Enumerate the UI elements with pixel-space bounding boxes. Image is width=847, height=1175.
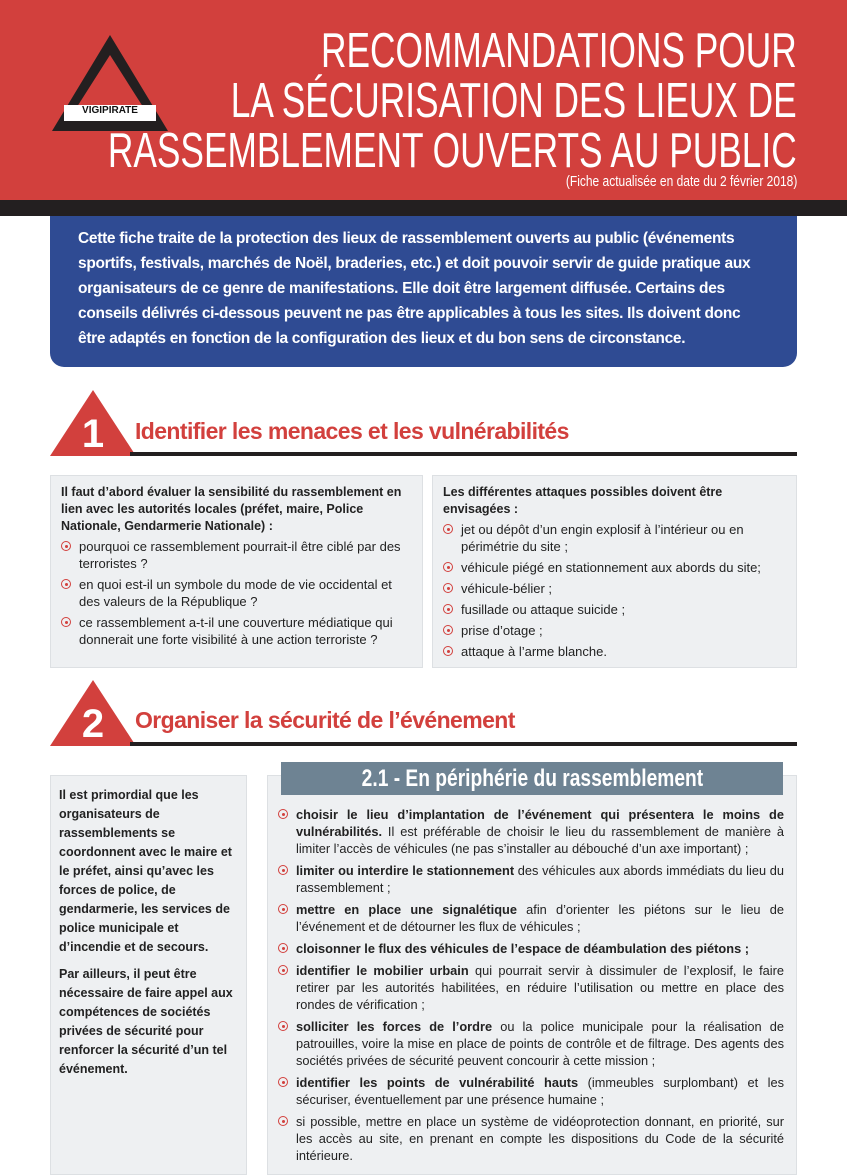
page-title: RECOMMANDATIONS POUR LA SÉCURISATION DES LIEUX DE RASSEMBLEMENT OUVERTS AU PUBLIC bbox=[108, 24, 797, 178]
bullet-icon bbox=[278, 1077, 288, 1087]
bullet-icon bbox=[443, 583, 453, 593]
section-title: Organiser la sécurité de l’événement bbox=[135, 707, 515, 733]
section-number: 2 bbox=[81, 702, 105, 746]
list-item: cloisonner le flux des véhicules de l’espace de déambulation des piétons ; bbox=[278, 940, 784, 957]
subsection-title: 2.1 - En périphérie du rassemblement bbox=[281, 762, 783, 795]
list-item: fusillade ou attaque suicide ; bbox=[443, 601, 786, 618]
section-number: 1 bbox=[81, 412, 105, 456]
bullet-icon bbox=[61, 579, 71, 589]
bullet-icon bbox=[278, 1021, 288, 1031]
list-item: identifier le mobilier urbain qui pourrait servir à dissimuler de l’explosif, le faire retirer par les autorités habilitées, en réduire l’utilisation ou mettre en place des rondes de vérification ; bbox=[278, 962, 784, 1013]
bullet-icon bbox=[443, 524, 453, 534]
section-rule bbox=[130, 742, 797, 746]
bullet-icon bbox=[278, 1116, 288, 1126]
list-item: en quoi est-il un symbole du mode de vie occidental et des valeurs de la République ? bbox=[61, 576, 412, 610]
periphery-box bbox=[267, 775, 797, 1175]
bullet-icon bbox=[443, 646, 453, 656]
bullet-icon bbox=[278, 809, 288, 819]
list-item: choisir le lieu d’implantation de l’événement qui présentera le moins de vulnérabilités. Il est préférable de choisir le lieu du rassemblement de manière à limiter l’accès de véhicules (ne pas s’installer au débouché d’un axe important) ; bbox=[278, 806, 784, 857]
threat-assessment-box: Il faut d’abord évaluer la sensibilité du rassemblement en lien avec les autorités locales (préfet, maire, Police Nationale, Gendarmerie Nationale) : pourquoi ce rassemblement pourrait-il être ciblé par des terroristes ? en quoi est-il un symbole du mode de vie occidental et des valeurs de la République ? ce rassemblement a-t-il une couverture médiatique qui donnerait une forte visibilité à une action terroriste ? bbox=[50, 475, 423, 668]
bullet-icon bbox=[278, 943, 288, 953]
bullet-icon bbox=[278, 965, 288, 975]
list-item: prise d’otage ; bbox=[443, 622, 786, 639]
list-item: jet ou dépôt d’un engin explosif à l’intérieur ou en périmétrie du site ; bbox=[443, 521, 786, 555]
list-item: véhicule piégé en stationnement aux abords du site; bbox=[443, 559, 786, 576]
list-item: solliciter les forces de l’ordre ou la police municipale pour la réalisation de patrouilles, voire la mise en place de points de contrôle et de filtrage. Des agents des sociétés privées de sécurité peuvent concourir à cette mission ; bbox=[278, 1018, 784, 1069]
list-item: pourquoi ce rassemblement pourrait-il être ciblé par des terroristes ? bbox=[61, 538, 412, 572]
bullet-icon bbox=[443, 562, 453, 572]
bullet-icon bbox=[278, 904, 288, 914]
header-divider bbox=[0, 200, 847, 216]
list-item: si possible, mettre en place un système de vidéoprotection donnant, en priorité, sur les accès au site, en prenant en compte les dispositions du Code de la sécurité intérieure. bbox=[278, 1113, 784, 1164]
list-item: mettre en place une signalétique afin d’orienter les piétons sur le lieu de l’événement et de détourner les flux de véhicules ; bbox=[278, 901, 784, 935]
bullet-icon bbox=[443, 625, 453, 635]
bullet-icon bbox=[443, 604, 453, 614]
coordination-box: Il est primordial que les organisateurs de rassemblements se coordonnent avec le maire et le préfet, ainsi qu’avec les forces de police, de gendarmerie, les services de police municipale et d’incendie et de secours. Par ailleurs, il peut être nécessaire de faire appel aux compétences de sociétés privées de sécurité pour renforcer la sécurité d’un tel événement. bbox=[50, 775, 247, 1175]
section-rule bbox=[130, 452, 797, 456]
list-item: identifier les points de vulnérabilité hauts (immeubles surplombant) et les sécuriser, éventuellement par une présence humaine ; bbox=[278, 1074, 784, 1108]
list-item: véhicule-bélier ; bbox=[443, 580, 786, 597]
bullet-icon bbox=[278, 865, 288, 875]
list-item: attaque à l’arme blanche. bbox=[443, 643, 786, 660]
intro-box: Cette fiche traite de la protection des lieux de rassemblement ouverts au public (événements sportifs, festivals, marchés de Noël, braderies, etc.) et doit pouvoir servir de guide pratique aux organisateurs de ce genre de manifestations. Elle doit être largement diffusée. Certains des conseils délivrés ci-dessous peuvent ne pas être applicables à tous les sites. Ils doivent donc être adaptés en fonction de la configuration des lieux et du bon sens de circonstance. bbox=[50, 216, 797, 367]
bullet-icon bbox=[61, 617, 71, 627]
list-item: ce rassemblement a-t-il une couverture médiatique qui donnerait une forte visibilité à une action terroriste ? bbox=[61, 614, 412, 648]
attack-types-box: Les différentes attaques possibles doivent être envisagées : jet ou dépôt d’un engin explosif à l’intérieur ou en périmétrie du site ; véhicule piégé en stationnement aux abords du site; véhicule-bélier ; fusillade ou attaque suicide ; prise d’otage ; attaque à l’arme blanche. bbox=[432, 475, 797, 668]
update-date: (Fiche actualisée en date du 2 février 2018) bbox=[565, 173, 797, 190]
bullet-icon bbox=[61, 541, 71, 551]
list-item: limiter ou interdire le stationnement des véhicules aux abords immédiats du lieu du rassemblement ; bbox=[278, 862, 784, 896]
section-title: Identifier les menaces et les vulnérabilités bbox=[135, 418, 569, 444]
logo-label: VIGIPIRATE bbox=[82, 105, 138, 116]
